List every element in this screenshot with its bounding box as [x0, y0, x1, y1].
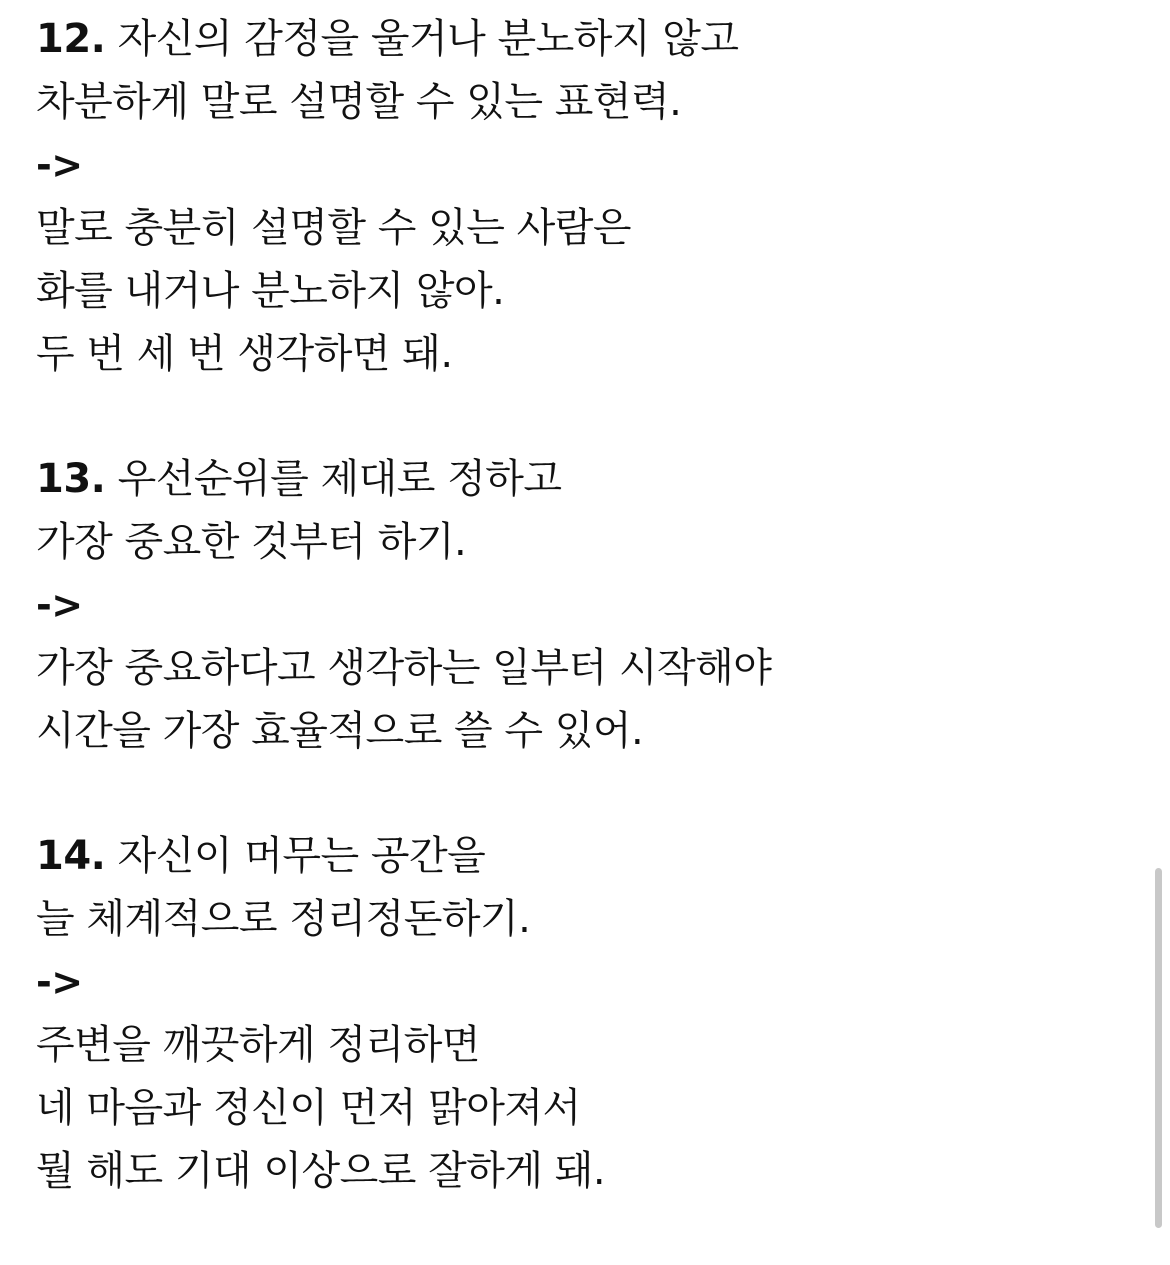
body-line: 네 마음과 정신이 먼저 맑아져서: [36, 1085, 581, 1131]
section-title-line: 차분하게 말로 설명할 수 있는 표현력.: [36, 79, 682, 125]
section-13: [36, 448, 1136, 763]
body-line: 화를 내거나 분노하지 않아.: [36, 268, 505, 314]
section-title-line: 가장 중요한 것부터 하기.: [36, 519, 467, 565]
section-12: [36, 8, 1136, 386]
section-title-text: 자신의 감정을 울거나 분노하지 않고: [117, 16, 739, 62]
section-title-line: [36, 825, 1136, 888]
section-title-text: 자신이 머무는 공간을: [117, 833, 486, 879]
section-number: 13.: [36, 456, 106, 502]
body-line: 말로 충분히 설명할 수 있는 사람은: [36, 205, 632, 251]
section-title-text: 우선순위를 제대로 정하고: [117, 456, 562, 502]
note-content: [36, 8, 1136, 1265]
section-number: 14.: [36, 833, 106, 879]
body-line: 뭘 해도 기대 이상으로 잘하게 돼.: [36, 1148, 606, 1194]
body-line: 가장 중요하다고 생각하는 일부터 시작해야: [36, 645, 772, 691]
arrow-marker: ->: [36, 143, 83, 187]
arrow-marker: ->: [36, 960, 83, 1004]
arrow-marker: ->: [36, 583, 83, 627]
section-title-line: 늘 체계적으로 정리정돈하기.: [36, 896, 531, 942]
section-number: 12.: [36, 16, 106, 62]
section-title-line: [36, 448, 1136, 511]
section-title-line: [36, 8, 1136, 71]
body-line: 시간을 가장 효율적으로 쓸 수 있어.: [36, 708, 644, 754]
section-14: [36, 825, 1136, 1203]
body-line: 주변을 깨끗하게 정리하면: [36, 1022, 480, 1068]
vertical-scrollbar[interactable]: [1155, 868, 1162, 1228]
body-line: 두 번 세 번 생각하면 돼.: [36, 331, 453, 377]
